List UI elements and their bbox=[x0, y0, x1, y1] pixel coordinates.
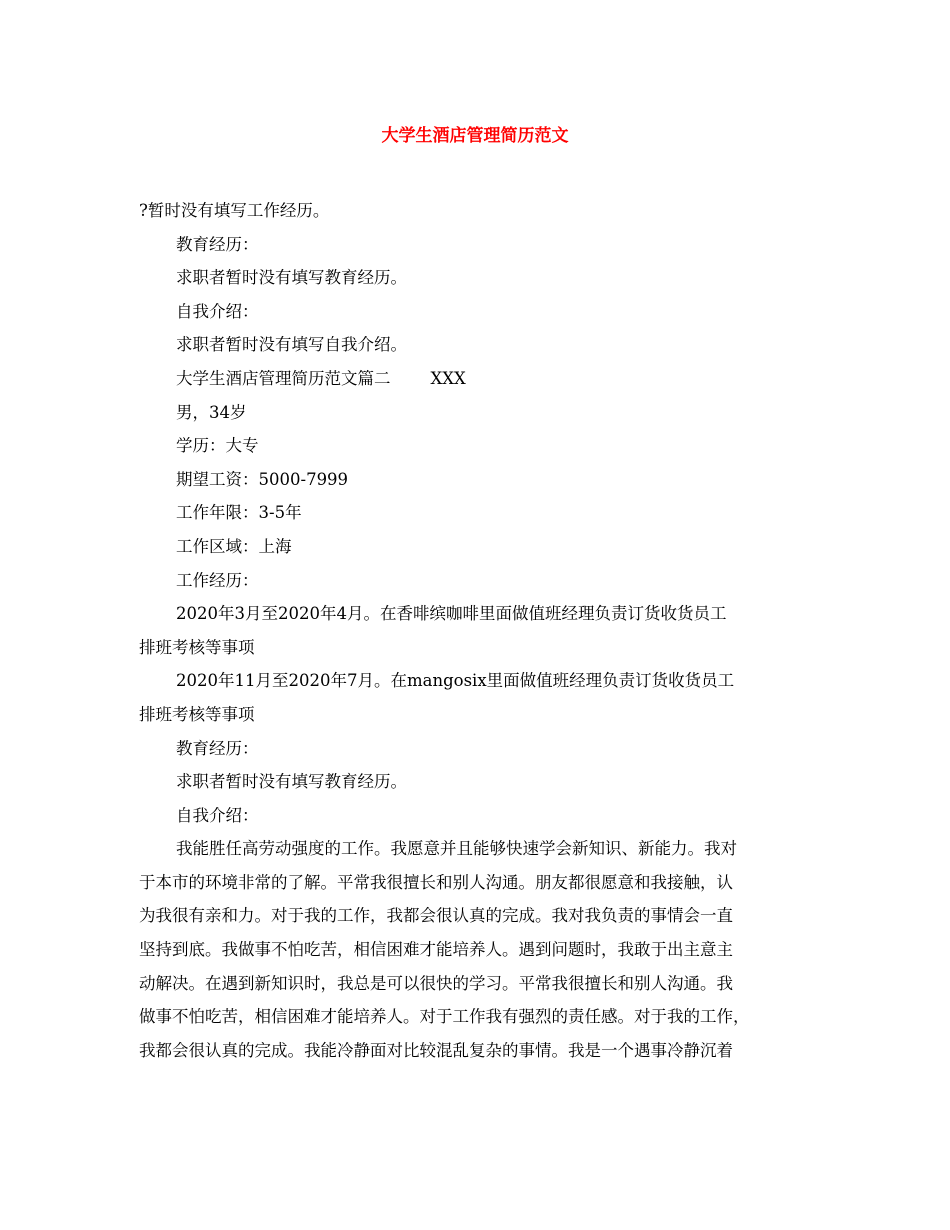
text-line: 教育经历： bbox=[176, 234, 259, 254]
intro-paragraph-line: 动解决。在遇到新知识时，我总是可以很快的学习。平常我很擅长和别人沟通。我 bbox=[139, 973, 733, 993]
education-text: 求职者暂时没有填写教育经历。 bbox=[176, 772, 407, 792]
profile-education: 学历：大专 bbox=[176, 436, 259, 456]
intro-paragraph-line: 为我很有亲和力。对于我的工作，我都会很认真的完成。我对我负责的事情会一直 bbox=[139, 906, 733, 926]
intro-paragraph-line: 于本市的环境非常的了解。平常我很擅长和别人沟通。朋友都很愿意和我接触，认 bbox=[139, 872, 733, 892]
text-line: 求职者暂时没有填写教育经历。 bbox=[176, 268, 407, 288]
text-line: ?暂时没有填写工作经历。 bbox=[139, 201, 330, 220]
text-line: 自我介绍： bbox=[176, 301, 259, 321]
intro-paragraph-line: 我能胜任高劳动强度的工作。我愿意并且能够快速学会新知识、新能力。我对 bbox=[176, 839, 737, 859]
text-line: 求职者暂时没有填写自我介绍。 bbox=[176, 335, 407, 355]
profile-years: 工作年限：3-5年 bbox=[176, 503, 302, 523]
section-heading-line bbox=[139, 362, 821, 396]
profile-region: 工作区域：上海 bbox=[176, 536, 292, 556]
experience-item-continuation: 排班考核等事项 bbox=[139, 637, 255, 657]
document-title: 大学生酒店管理简历范文 bbox=[381, 126, 569, 146]
intro-paragraph-line: 我都会很认真的完成。我能冷静面对比较混乱复杂的事情。我是一个遇事冷静沉着 bbox=[139, 1040, 733, 1060]
profile-salary: 期望工资：5000-7999 bbox=[176, 469, 349, 489]
experience-item: 2020年3月至2020年4月。在香啡缤咖啡里面做值班经理负责订货收货员工 bbox=[176, 604, 727, 624]
profile-gender-age: 男，34岁 bbox=[176, 402, 247, 422]
intro-paragraph-line: 坚持到底。我做事不怕吃苦，相信困难才能培养人。遇到问题时，我敢于出主意主 bbox=[139, 940, 733, 960]
experience-item-continuation: 排班考核等事项 bbox=[139, 704, 255, 724]
experience-item: 2020年11月至2020年7月。在mangosix里面做值班经理负责订货收货员工 bbox=[176, 671, 735, 691]
intro-label: 自我介绍： bbox=[176, 805, 259, 825]
experience-label: 工作经历： bbox=[176, 570, 259, 590]
document-body bbox=[139, 194, 821, 1067]
education-label: 教育经历： bbox=[176, 738, 259, 758]
intro-paragraph-line: 做事不怕吃苦，相信困难才能培养人。对于工作我有强烈的责任感。对于我的工作， bbox=[139, 1007, 750, 1027]
section-heading: 大学生酒店管理简历范文篇二 bbox=[176, 368, 391, 388]
candidate-name: XXX bbox=[430, 368, 466, 388]
